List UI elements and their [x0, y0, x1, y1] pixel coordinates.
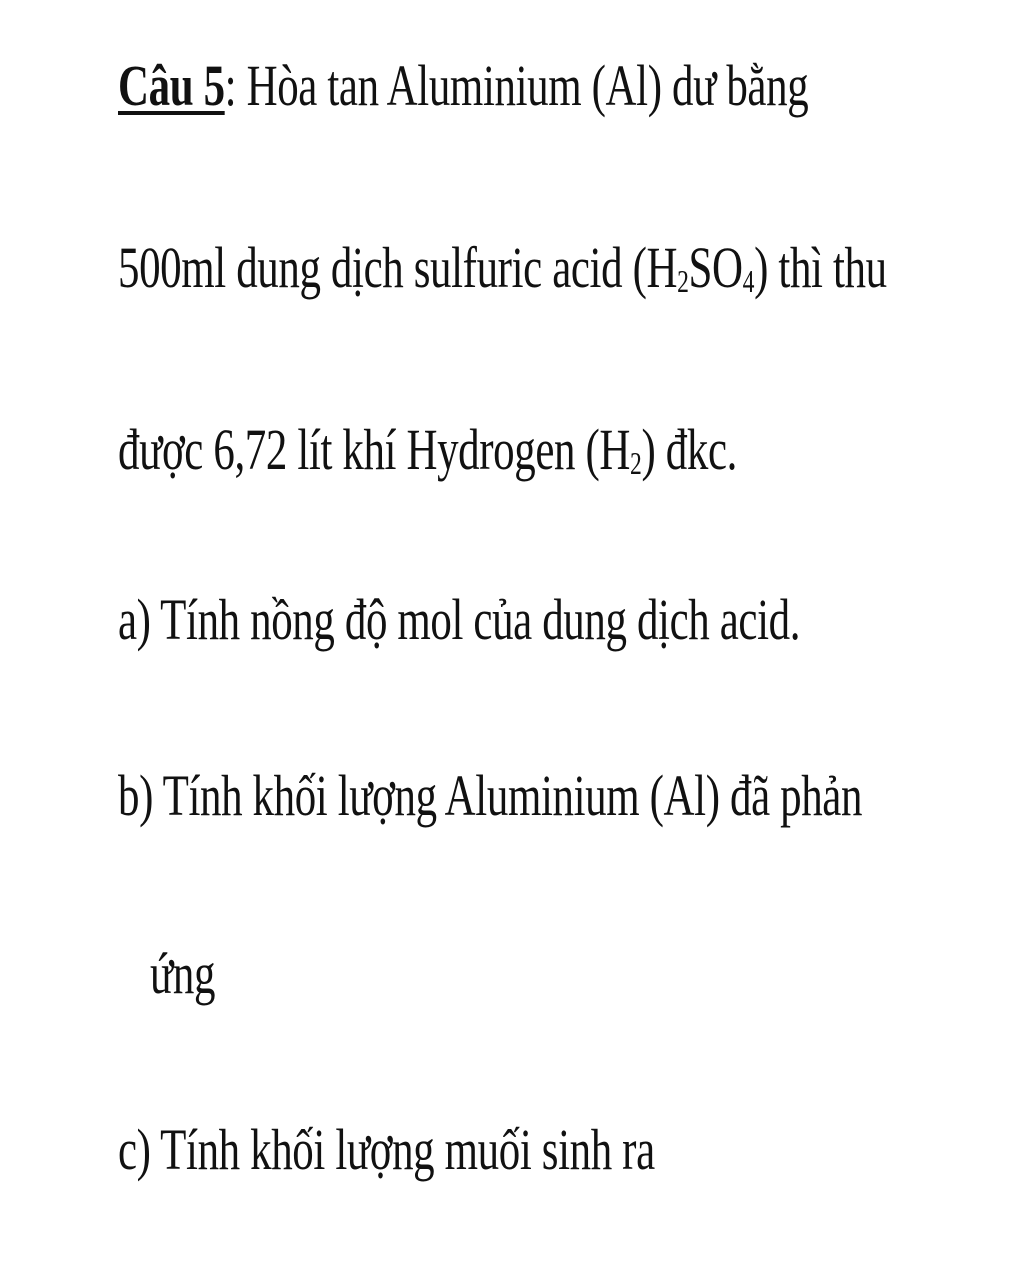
- question-line-3: [118, 410, 737, 490]
- part-b: b) Tính khối lượng Aluminium (Al) đã phản: [118, 763, 863, 828]
- question-line-2-part-c: ) thì thu: [754, 235, 887, 300]
- question-intro-text: : Hòa tan Aluminium (Al) dư bằng: [224, 53, 809, 118]
- question-line-2-part-a: 500ml dung dịch sulfuric acid (H: [118, 235, 678, 300]
- question-line-3-part-b: ) đkc.: [641, 417, 737, 482]
- question-line-3-part-a: được 6,72 lít khí Hydrogen (H: [118, 417, 631, 482]
- part-c: c) Tính khối lượng muối sinh ra: [118, 1117, 655, 1182]
- question-label: Câu 5: [118, 53, 225, 118]
- question-line-1: [118, 46, 808, 126]
- subscript-4: 4: [742, 263, 755, 299]
- part-a: a) Tính nồng độ mol của dung dịch acid.: [118, 587, 801, 652]
- question-line-2-part-b: SO: [688, 235, 743, 300]
- part-b-continued: ứng: [150, 941, 216, 1006]
- subscript-2: 2: [677, 263, 689, 299]
- question-line-2: [118, 228, 887, 308]
- subscript-2-hydrogen: 2: [630, 445, 642, 481]
